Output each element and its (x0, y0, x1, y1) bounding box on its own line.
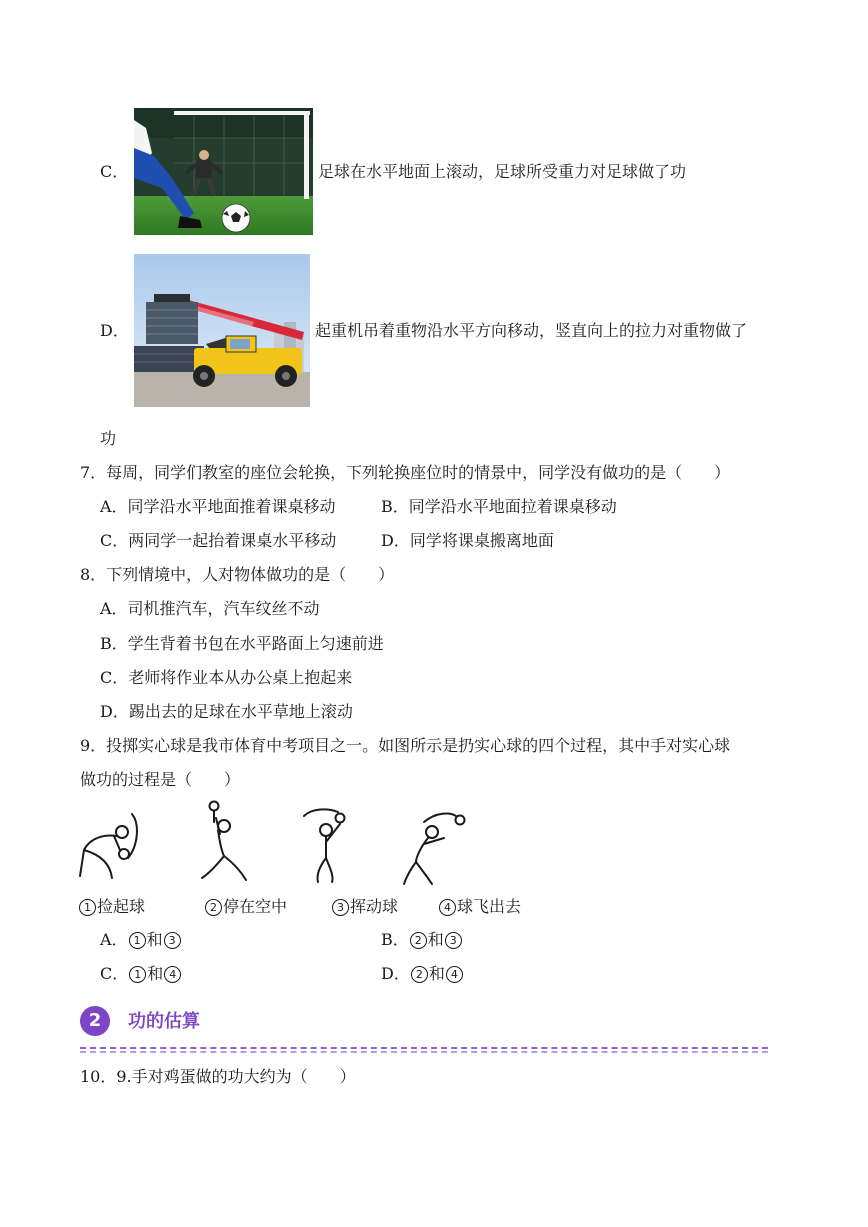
figure-ball-flies (398, 808, 474, 892)
question-8-option-c: C．老师将作业本从办公桌上抱起来 (100, 668, 353, 687)
question-9-option-a: A． 1 和 3 (100, 929, 182, 951)
stage-4-label: 4 球飞出去 (438, 896, 521, 918)
option-d-letter: D． (100, 321, 129, 340)
question-8-option-a: A．司机推汽车，汽车纹丝不动 (100, 599, 320, 618)
option-c-text: 足球在水平地面上滚动，足球所受重力对足球做了功 (318, 162, 687, 181)
section-title: 功的估算 (128, 1011, 200, 1032)
stage-1-label: 1 捡起球 (78, 896, 145, 918)
figure-hold-in-air (196, 800, 256, 890)
question-8-option-d: D．踢出去的足球在水平草地上滚动 (100, 702, 353, 721)
crane-photo (134, 254, 310, 407)
section-number-badge: 2 (80, 1006, 110, 1036)
question-7-option-c: C．两同学一起抬着课桌水平移动 (100, 531, 337, 550)
question-9-option-b: B． 2 和 3 (381, 929, 463, 951)
question-9-option-d: D． 2 和 4 (381, 963, 464, 985)
question-8-option-b: B．学生背着书包在水平路面上匀速前进 (100, 634, 384, 653)
figure-swing-ball (298, 806, 358, 890)
question-7-option-d: D．同学将课桌搬离地面 (381, 531, 554, 550)
stage-3-label: 3 挥动球 (331, 896, 398, 918)
question-9-stem-line2: 做功的过程是（ ） (80, 770, 241, 789)
stage-2-label: 2 停在空中 (204, 896, 287, 918)
question-7-option-b: B．同学沿水平地面拉着课桌移动 (381, 497, 617, 516)
question-9-stem-line1: 9．投掷实心球是我市体育中考项目之一。如图所示是扔实心球的四个过程，其中手对实心球 (80, 736, 731, 755)
option-d-text-wrap: 功 (100, 429, 117, 448)
question-7-stem: 7．每周，同学们教室的座位会轮换，下列轮换座位时的情景中，同学没有做功的是（ ） (80, 463, 731, 482)
option-c-letter: C． (100, 162, 129, 181)
section-divider (80, 1047, 768, 1053)
option-d-text: 起重机吊着重物沿水平方向移动，竖直向上的拉力对重物做了 (315, 321, 748, 340)
soccer-kick-photo (134, 108, 313, 235)
question-10-stem: 10．9.手对鸡蛋做的功大约为（ ） (80, 1067, 356, 1086)
question-7-option-a: A．同学沿水平地面推着课桌移动 (100, 497, 336, 516)
figure-pick-up-ball (76, 806, 146, 890)
question-9-option-c: C． 1 和 4 (100, 963, 182, 985)
question-8-stem: 8．下列情境中，人对物体做功的是（ ） (80, 565, 395, 584)
